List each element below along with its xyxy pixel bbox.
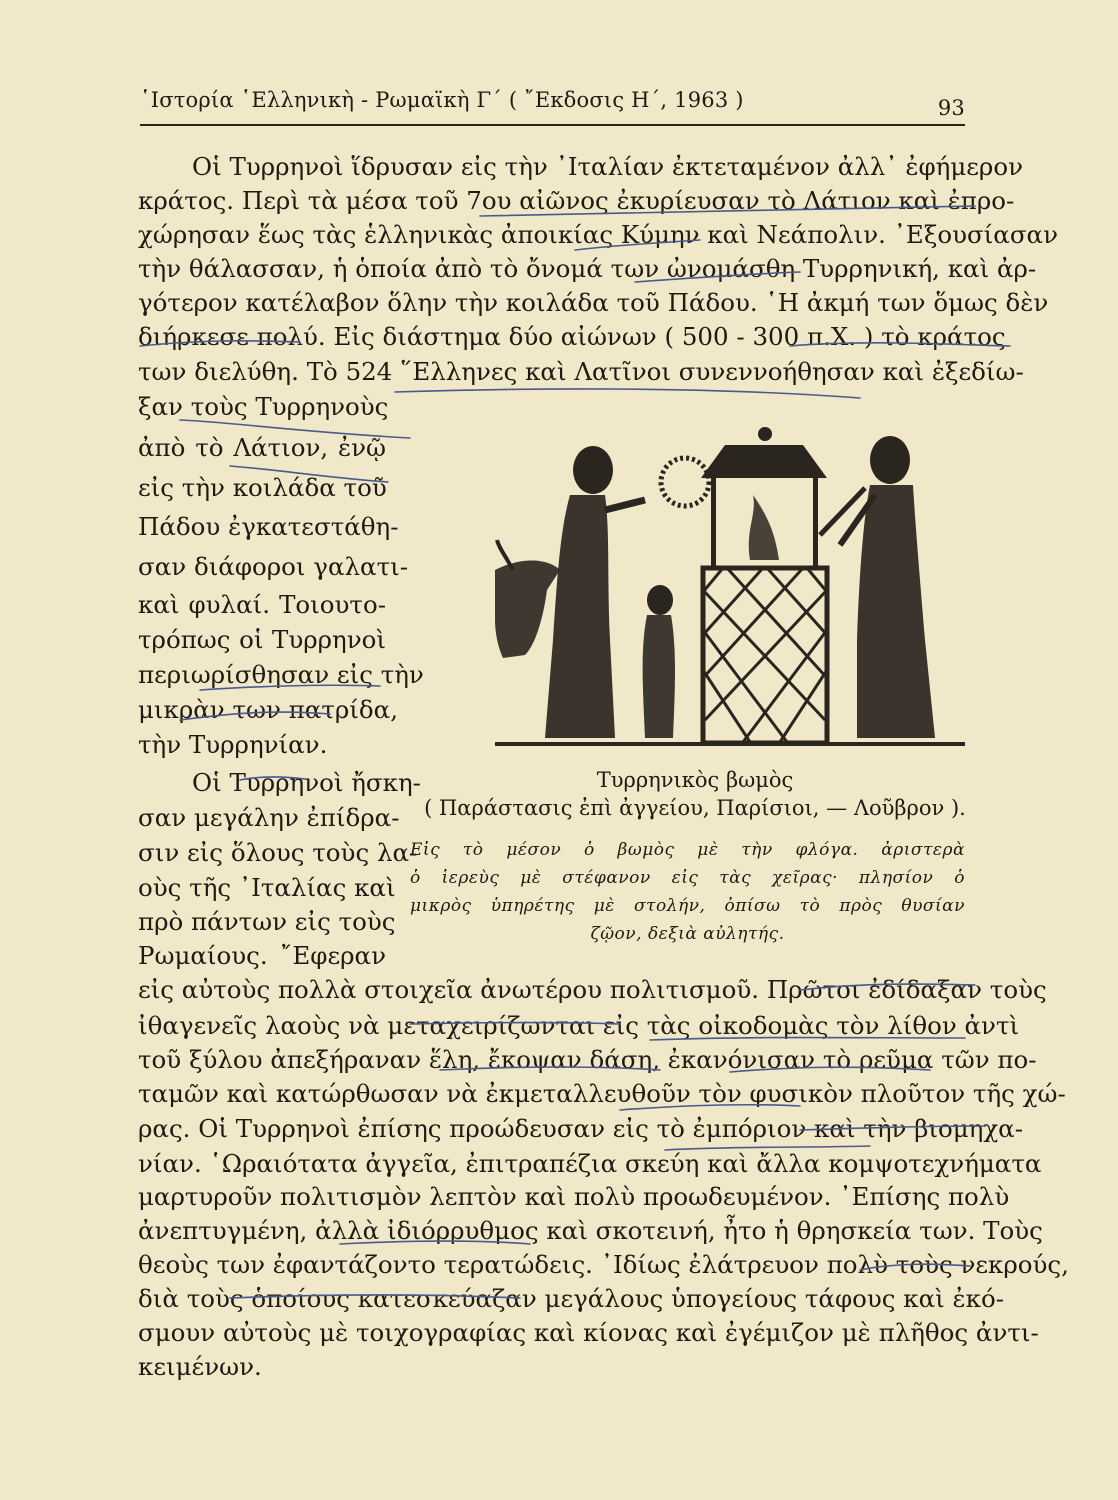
text-line: τὴν θάλασσαν, ἡ ὁποία ἀπὸ τὸ ὄνομά των ὠνομάσθη Τυρρηνική, καὶ ἀρ- (138, 254, 1037, 283)
column-line: Οἱ Τυρρηνοὶ ἤσκη- (192, 768, 421, 797)
text-line: ἰθαγενεῖς λαοὺς νὰ μεταχειρίζωνται εἰς τὰς οἰκοδομὰς τὸν λίθον ἀντὶ (138, 1011, 1020, 1040)
column-line: καὶ φυλαί. Τοιουτο- (138, 590, 386, 619)
page-number: 93 (937, 96, 965, 120)
text-line: των διελύθη. Τὸ 524 ῞Ελληνες καὶ Λατῖνοι συνεννοήθησαν καὶ ἐξεδίω- (138, 357, 1024, 386)
text-line: χώρησαν ἕως τὰς ἑλληνικὰς ἀποικίας Κύμην καὶ Νεάπολιν. ᾽Εξουσίασαν (138, 220, 1058, 249)
column-line: πρὸ πάντων εἰς τοὺς (138, 907, 396, 936)
figure-caption-title: Τυρρηνικὸς βωμὸς (596, 768, 794, 792)
column-line: τὴν Τυρρηνίαν. (138, 730, 328, 759)
text-line: Οἱ Τυρρηνοὶ ἵδρυσαν εἰς τὴν ᾽Ιταλίαν ἐκτεταμένον ἀλλ᾽ ἐφήμερον (192, 152, 1023, 181)
header-rule (140, 124, 965, 126)
figure-caption-line: ὁ ἱερεὺς μὲ στέφανον εἰς τὰς χεῖρας· πλησίον ὁ (410, 868, 965, 888)
text-line: σμουν αὐτοὺς μὲ τοιχογραφίας καὶ κίονας καὶ ἐγέμιζον μὲ πλῆθος ἀντι- (138, 1318, 1039, 1347)
figure-caption-line: μικρὸς ὑπηρέτης μὲ στολήν, ὀπίσω τὸ πρὸς θυσίαν (410, 896, 965, 916)
text-line: κράτος. Περὶ τὰ μέσα τοῦ 7ου αἰῶνος ἐκυρίευσαν τὸ Λάτιον καὶ ἐπρο- (138, 186, 1015, 215)
text-line: γότερον κατέλαβον ὅλην τὴν κοιλάδα τοῦ Πάδου. ῾Η ἀκμή των ὅμως δὲν (138, 288, 1049, 317)
column-line: ἀπὸ τὸ Λάτιον, ἐνῷ (138, 433, 386, 462)
figure-caption-source: ( Παράστασις ἐπὶ ἀγγείου, Παρίσιοι, — Λοῦβρον ). (424, 796, 966, 820)
text-line: διήρκεσε πολύ. Εἰς διάστημα δύο αἰώνων ( 500 - 300 π.Χ. ) τὸ κράτος (138, 322, 1006, 351)
column-line: σαν μεγάλην ἐπίδρα- (138, 803, 400, 832)
text-line: τοῦ ξύλου ἀπεξήραναν ἕλη, ἔκοψαν δάση, ἐκανόνισαν τὸ ρεῦμα τῶν πο- (138, 1045, 1037, 1074)
column-line: οὺς τῆς ᾽Ιταλίας καὶ (138, 873, 396, 902)
etruscan-altar-illustration (495, 420, 965, 750)
text-line: κειμένων. (138, 1352, 262, 1381)
text-line: εἰς αὐτοὺς πολλὰ στοιχεῖα ἀνωτέρου πολιτισμοῦ. Πρῶτοι ἐδίδαξαν τοὺς (138, 975, 1047, 1004)
column-line: μικρὰν των πατρίδα, (138, 695, 398, 724)
column-line: ξαν τοὺς Τυρρηνοὺς (138, 392, 389, 421)
text-line: θεοὺς των ἐφαντάζοντο τερατώδεις. ᾽Ιδίως ἐλάτρευον πολὺ τοὺς νεκρούς, (138, 1250, 1069, 1279)
text-line: διὰ τοὺς ὁποίους κατεσκεύαζαν μεγάλους ὑπογείους τάφους καὶ ἐκό- (138, 1284, 1005, 1313)
column-line: Ρωμαίους. ῎Εφεραν (138, 941, 386, 970)
column-line: τρόπως οἱ Τυρρηνοὶ (138, 625, 386, 654)
figure-caption-line: ζῷον, δεξιὰ αὐλητής. (590, 924, 785, 944)
column-line: περιωρίσθησαν εἰς τὴν (138, 660, 424, 689)
running-title: ῾Ιστορία ῾Ελληνικὴ - Ρωμαϊκὴ Γ΄ ( ῎Εκδοσις Η΄, 1963 ) (140, 88, 744, 112)
column-line: εἰς τὴν κοιλάδα τοῦ (138, 473, 387, 502)
text-line: μαρτυροῦν πολιτισμὸν λεπτὸν καὶ πολὺ προωδευμένον. ᾽Επίσης πολὺ (138, 1182, 1010, 1211)
text-line: νίαν. ῾Ωραιότατα ἀγγεῖα, ἐπιτραπέζια σκεύη καὶ ἄλλα κομψοτεχνήματα (138, 1149, 1042, 1178)
text-line: ρας. Οἱ Τυρρηνοὶ ἐπίσης προώδευσαν εἰς τὸ ἐμπόριον καὶ τὴν βιομηχα- (138, 1114, 1023, 1143)
text-line: ταμῶν καὶ κατώρθωσαν νὰ ἐκμεταλλευθοῦν τὸν φυσικὸν πλοῦτον τῆς χώ- (138, 1079, 1066, 1108)
column-line: σαν διάφοροι γαλατι- (138, 552, 409, 581)
text-line: ἀνεπτυγμένη, ἀλλὰ ἰδιόρρυθμος καὶ σκοτεινή, ἦτο ἡ θρησκεία των. Τοὺς (138, 1216, 1043, 1245)
running-header (140, 88, 965, 120)
column-line: σιν εἰς ὅλους τοὺς λα- (138, 838, 418, 867)
column-line: Πάδου ἐγκατεστάθη- (138, 512, 399, 541)
figure-caption-line: Εἰς τὸ μέσον ὁ βωμὸς μὲ τὴν φλόγα. ἀριστερὰ (410, 840, 965, 860)
